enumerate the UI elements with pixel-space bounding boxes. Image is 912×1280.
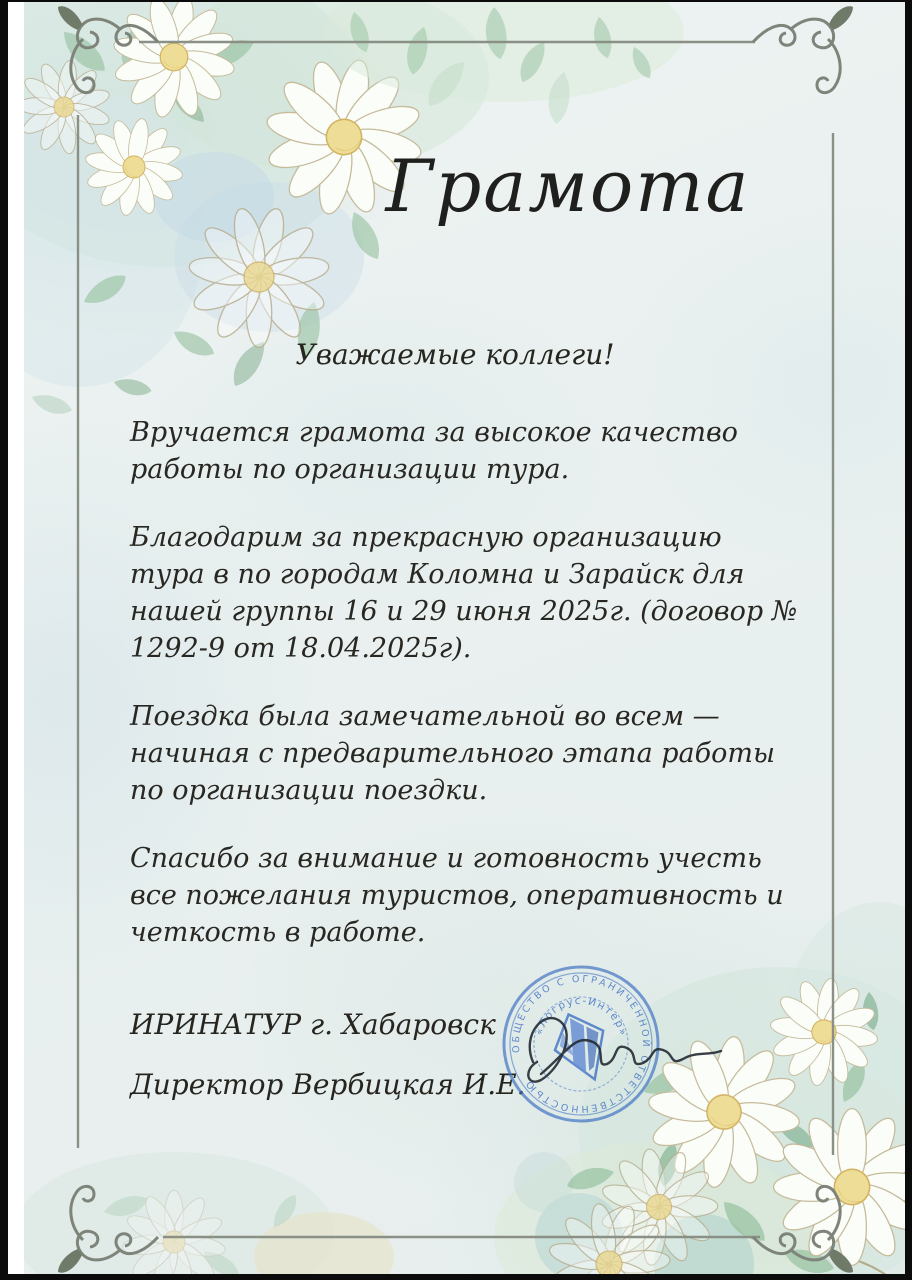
- scanned-photo-area: [8, 2, 905, 1274]
- paragraph-award: Вручается грамота за высокое качество работы по организации тура.: [130, 417, 738, 485]
- greeting-line: Уважаемые коллеги!: [295, 338, 615, 371]
- round-stamp: [494, 957, 668, 1131]
- handwritten-signature: [528, 1018, 721, 1082]
- stamp-outer-text: ОБЩЕСТВО С ОГРАНИЧЕННОЙ ОТВЕТСТВЕННОСТЬЮ: [510, 973, 652, 1115]
- paragraph-gratitude: Спасибо за внимание и готовность учесть все пожелания туристов, оперативность и четкость в работе.: [130, 843, 784, 948]
- paragraph-thanks-tour: Благодарим за прекрасную организацию тура в по городам Коломна и Зарайск для нашей группы 16 и 29 июня 2025г. (договор № 1292-9 от 18.04.2025г).: [130, 522, 798, 664]
- certificate-paper: [24, 2, 905, 1274]
- stamp-and-signature: [475, 940, 731, 1156]
- certificate-title: Грамота: [385, 144, 751, 228]
- paragraph-trip: Поездка была замечательной во всем — начиная с предварительного этапа работы по организации поездки.: [130, 701, 775, 806]
- signatory-line: Директор Вербицкая И.Е.: [130, 1068, 526, 1101]
- stamp-inner-text: «Логрус-Интер»: [533, 994, 630, 1038]
- organization-line: ИРИНАТУР г. Хабаровск: [130, 1008, 496, 1041]
- left-edge-sprig: [29, 391, 74, 418]
- body-paragraphs: [130, 414, 798, 982]
